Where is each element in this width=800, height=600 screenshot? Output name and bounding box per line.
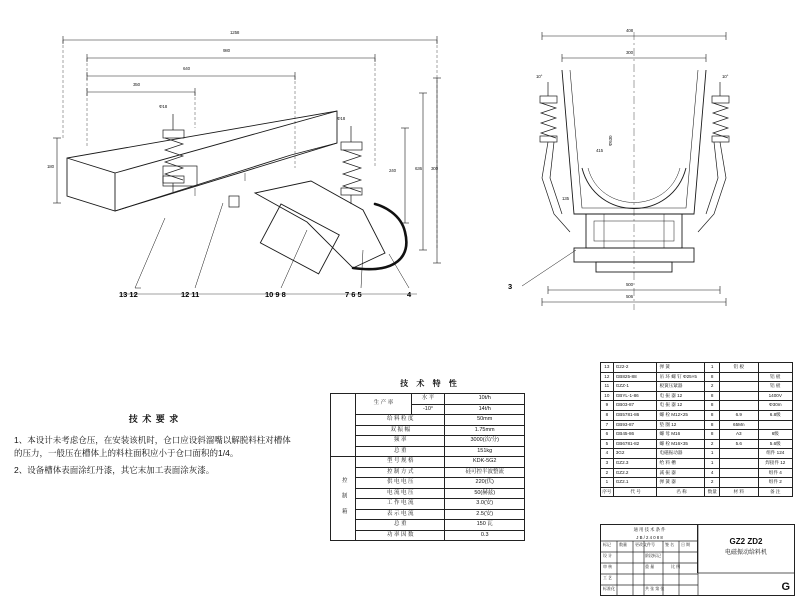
cell-mark: 标记 xyxy=(603,542,611,547)
table-row xyxy=(601,449,793,459)
bom-no: 3 xyxy=(601,458,614,468)
bom-rem: 铝 板 xyxy=(758,372,792,382)
sheet-letter: G xyxy=(781,581,790,593)
bom-no: 11 xyxy=(601,382,614,392)
table-row xyxy=(331,415,525,426)
dim-phi530: Φ530 xyxy=(608,135,613,146)
table-row xyxy=(331,457,525,468)
table-row xyxy=(601,468,793,478)
bom-code: GZ2.2 xyxy=(613,468,657,478)
bom-header-row xyxy=(601,487,793,497)
tech-group-label: 控 制 箱 xyxy=(340,477,347,516)
dim-bottom-506: 506 xyxy=(626,294,633,299)
bom-qty: 8 xyxy=(705,430,720,440)
bom-code: GB93-87 xyxy=(613,420,657,430)
bom-code: GB825-88 xyxy=(613,372,657,382)
standard-line-1: 通 用 技 术 条 件 xyxy=(633,527,666,532)
cell-qty: 数量 xyxy=(619,542,627,547)
table-row xyxy=(331,488,525,499)
bom-code: 3G2 xyxy=(613,449,657,459)
tech-group-blank xyxy=(331,394,356,457)
drawing-code: GZ2 ZD2 xyxy=(729,537,763,546)
bom-no: 13 xyxy=(601,363,614,373)
left-view-svg xyxy=(45,18,465,318)
tech-group-control xyxy=(331,457,356,541)
tech-key: 总 重 xyxy=(356,446,445,457)
right-view-svg xyxy=(500,18,770,318)
tech-table xyxy=(330,393,525,541)
left-elevation-view xyxy=(45,18,465,318)
bom-rem: 铝 板 xyxy=(758,382,792,392)
bom-mat xyxy=(720,401,759,411)
bom-name: 螺 母 M16 xyxy=(657,430,705,440)
bom-qty: 2 xyxy=(705,382,720,392)
dim-top-980: 980 xyxy=(223,48,230,53)
bom-mat xyxy=(720,382,759,392)
dim-right-300: 300 xyxy=(431,166,438,171)
bom-name: 电 振 器 12 xyxy=(657,391,705,401)
bom-no: 5 xyxy=(601,439,614,449)
drawing-name: 电磁振动给料机 xyxy=(724,550,767,556)
bom-mat xyxy=(720,458,759,468)
tech-value: 220(伏) xyxy=(445,478,525,489)
bom-header-code: 代 号 xyxy=(613,487,657,497)
bom-rem: 5.6级 xyxy=(758,439,792,449)
cell-design: 设 计 xyxy=(603,553,613,558)
table-row xyxy=(601,363,793,373)
tech-key: 控 制 方 式 xyxy=(356,467,445,478)
bom-rem xyxy=(758,420,792,430)
mark-phi18-right: Φ18 xyxy=(337,116,345,121)
bom-code: G22-2 xyxy=(613,363,657,373)
table-row xyxy=(601,458,793,468)
tech-key: 供 电 电 压 xyxy=(356,478,445,489)
bom-qty: 8 xyxy=(705,401,720,411)
cell-sheet: 共 张 第 张 xyxy=(645,586,665,591)
table-row xyxy=(601,372,793,382)
bom-name: 螺 栓 M16×35 xyxy=(657,439,705,449)
tech-value: 硅可控半波整流 xyxy=(445,467,525,478)
bom-qty: 8 xyxy=(705,420,720,430)
bom-name: 螺 栓 M12×25 xyxy=(657,410,705,420)
bom-code: GB03-87 xyxy=(613,401,657,411)
dim-right-240: 240 xyxy=(389,168,396,173)
bom-mat xyxy=(720,449,759,459)
cell-stage: 阶段标记 xyxy=(645,553,661,558)
tech-value: 50mm xyxy=(445,415,525,426)
tech-sub: 水 平 xyxy=(411,394,445,405)
bom-name: 弹 簧 器 xyxy=(657,478,705,488)
bom-name: 电磁振动器 xyxy=(657,449,705,459)
bom-code: GZ2.3 xyxy=(613,458,657,468)
tech-key: 工 作 电 流 xyxy=(356,499,445,510)
tech-key: 生 产 率 xyxy=(356,394,412,415)
mark-phi18-left: Φ18 xyxy=(159,104,167,109)
notes-title: 技 术 要 求 xyxy=(128,414,180,424)
leader-7-6-5: 7 6 5 xyxy=(345,290,362,299)
bom-rem: 组件 4 xyxy=(758,468,792,478)
bom-mat xyxy=(720,391,759,401)
table-row xyxy=(331,436,525,447)
bom-mat: 5.6 xyxy=(720,439,759,449)
cell-scale: 比 例 xyxy=(671,564,681,569)
table-row xyxy=(601,439,793,449)
tech-key: 电 流 电 压 xyxy=(356,488,445,499)
tech-key: 频 率 xyxy=(356,436,445,447)
cell-change: 更改文件号 xyxy=(635,542,655,547)
bom-no: 8 xyxy=(601,410,614,420)
cell-weight: 重 量 xyxy=(645,564,655,569)
tech-key: 功 率 因 数 xyxy=(356,530,445,541)
bom-qty: 8 xyxy=(705,372,720,382)
cell-std: 标准化 xyxy=(603,586,615,591)
bom-rem: 组件 124 xyxy=(758,449,792,459)
dim-angle-right: 10° xyxy=(722,74,729,79)
dim-bottom-500: 500 xyxy=(626,282,633,287)
bom-qty: 4 xyxy=(705,468,720,478)
bom-no: 6 xyxy=(601,430,614,440)
bom-header-qty: 数量 xyxy=(705,487,720,497)
dim-415: 415 xyxy=(596,148,603,153)
bom-mat xyxy=(720,478,759,488)
bom-table xyxy=(600,362,793,497)
tech-value: 150 瓦 xyxy=(445,520,525,531)
leader-13-12: 13 12 xyxy=(119,290,138,299)
bom-rem: 1400V xyxy=(758,391,792,401)
bom-code: GB5781-86 xyxy=(613,410,657,420)
leader-10-9-8: 10 9 8 xyxy=(265,290,286,299)
bom-no: 10 xyxy=(601,391,614,401)
bom-code: GBYL-1-86 xyxy=(613,391,657,401)
table-row xyxy=(331,446,525,457)
bom-mat xyxy=(720,468,759,478)
cell-proc: 工 艺 xyxy=(603,575,613,580)
technical-requirements xyxy=(14,412,294,482)
bom-rem: 焊接件 12 xyxy=(758,458,792,468)
bom-qty: 8 xyxy=(705,410,720,420)
bom-rem: 组件 2 xyxy=(758,478,792,488)
dim-right-408: 408 xyxy=(626,28,633,33)
table-row xyxy=(601,478,793,488)
bom-header-name: 名 称 xyxy=(657,487,705,497)
table-row xyxy=(601,430,793,440)
bom-no: 4 xyxy=(601,449,614,459)
bom-qty: 1 xyxy=(705,458,720,468)
bom-name: 减 振 器 xyxy=(657,468,705,478)
bill-of-materials xyxy=(600,362,793,497)
tech-value: 3.0(安) xyxy=(445,499,525,510)
bom-name: 给 料 槽 xyxy=(657,458,705,468)
tech-value: 14t/h xyxy=(445,404,525,415)
bom-no: 9 xyxy=(601,401,614,411)
dim-right-636: 636 xyxy=(415,166,422,171)
leader-4: 4 xyxy=(407,290,412,299)
bom-name: 板簧压紧器 xyxy=(657,382,705,392)
leader-3: 3 xyxy=(508,282,513,291)
right-section-view xyxy=(500,18,770,318)
dim-angle-left: 10° xyxy=(536,74,543,79)
bom-code: GZ2.1 xyxy=(613,478,657,488)
bom-no: 2 xyxy=(601,468,614,478)
dim-top-350: 350 xyxy=(133,82,140,87)
dim-top-1258: 1258 xyxy=(230,30,240,35)
bom-code: GZZ-1 xyxy=(613,382,657,392)
bom-header-mat: 材 料 xyxy=(720,487,759,497)
table-row xyxy=(331,467,525,478)
bom-rem: Φ30m xyxy=(758,401,792,411)
table-row xyxy=(601,401,793,411)
tech-value: 50(赫兹) xyxy=(445,488,525,499)
bom-name: 电 振 器 12 xyxy=(657,401,705,411)
bom-qty: 1 xyxy=(705,363,720,373)
tech-title: 技 术 特 性 xyxy=(400,379,460,388)
standard-line-2: J B / 2 4 0 8 8 xyxy=(636,534,663,540)
table-row xyxy=(331,478,525,489)
dim-top-640: 640 xyxy=(183,66,190,71)
dim-left-180: 180 xyxy=(47,164,54,169)
table-row xyxy=(601,391,793,401)
tech-value: 0.3 xyxy=(445,530,525,541)
tech-key: 给 料 粒 度 xyxy=(356,415,445,426)
table-row xyxy=(331,499,525,510)
bom-name: 吊 环 螺 钉 Φ25×5 xyxy=(657,372,705,382)
cell-sign: 签 名 xyxy=(665,542,675,547)
bom-qty: 2 xyxy=(705,439,720,449)
table-row xyxy=(601,382,793,392)
leader-12-11: 12 11 xyxy=(181,290,200,299)
bom-mat: A3 xyxy=(720,430,759,440)
bom-qty: 1 xyxy=(705,449,720,459)
dim-135: 135 xyxy=(562,196,569,201)
tech-sub: -10° xyxy=(411,404,445,415)
tech-key: 表 示 电 流 xyxy=(356,509,445,520)
tech-characteristics xyxy=(330,378,530,541)
cell-check: 审 核 xyxy=(603,564,613,569)
tech-value: 1.75mm xyxy=(445,425,525,436)
bom-rem: 6级 xyxy=(758,430,792,440)
bom-mat: 6.9 xyxy=(720,410,759,420)
table-row xyxy=(331,530,525,541)
tech-value: 10t/h xyxy=(445,394,525,405)
tech-value: 3000(次/分) xyxy=(445,436,525,447)
tech-value: KDK-5G2 xyxy=(445,457,525,468)
bom-qty: 8 xyxy=(705,391,720,401)
tech-value: 151kg xyxy=(445,446,525,457)
table-row xyxy=(331,520,525,531)
tech-key: 总 重 xyxy=(356,520,445,531)
dim-right-300: 300 xyxy=(626,50,633,55)
bom-qty: 2 xyxy=(705,478,720,488)
note-item-2: 2、设备槽体表面涂红丹漆，其它末加工表面涂灰漆。 xyxy=(14,465,215,476)
bom-no: 7 xyxy=(601,420,614,430)
table-row xyxy=(331,394,525,405)
bom-rem xyxy=(758,363,792,373)
cell-date: 日 期 xyxy=(681,542,691,547)
bom-header-no: 序号 xyxy=(601,487,614,497)
title-block-rules xyxy=(601,525,794,595)
bom-name: 弹 簧 xyxy=(657,363,705,373)
table-row xyxy=(331,509,525,520)
bom-mat xyxy=(720,372,759,382)
bom-mat: 65Mn xyxy=(720,420,759,430)
tech-key: 双 振 幅 xyxy=(356,425,445,436)
bom-no: 1 xyxy=(601,478,614,488)
table-row xyxy=(601,420,793,430)
table-row xyxy=(331,425,525,436)
bom-mat: 铝 板 xyxy=(720,363,759,373)
title-block xyxy=(600,524,795,596)
table-row xyxy=(601,410,793,420)
bom-rem: 6.8级 xyxy=(758,410,792,420)
bom-code: GB45-86 xyxy=(613,430,657,440)
bom-no: 12 xyxy=(601,372,614,382)
tech-value: 2.5(安) xyxy=(445,509,525,520)
bom-name: 垫 圈 12 xyxy=(657,420,705,430)
note-item-1: 1、本设计未考虑仓压，在安装该机时，仓口应设斜溜嘴以解脱料柱对槽体的压力，一般压在槽体上的料柱面积应小于仓口面积的1/4。 xyxy=(14,435,291,459)
bom-header-rem: 备 注 xyxy=(758,487,792,497)
bom-code: GB6781-82 xyxy=(613,439,657,449)
tech-key: 型 号 规 格 xyxy=(356,457,445,468)
